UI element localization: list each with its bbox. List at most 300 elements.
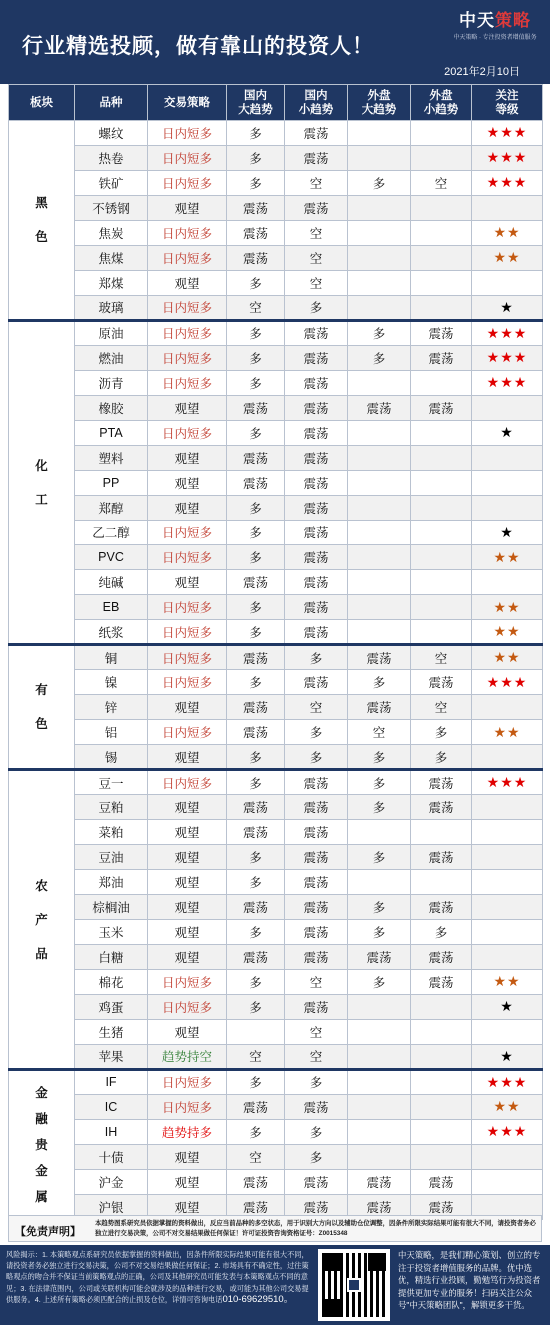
table-header-row bbox=[9, 85, 543, 121]
table-row bbox=[9, 645, 543, 670]
product-name: 沥青 bbox=[75, 370, 148, 395]
overseas-minor-trend bbox=[411, 1044, 472, 1069]
overseas-major-trend bbox=[348, 370, 411, 395]
strategy: 观望 bbox=[148, 445, 227, 470]
product-name: 豆一 bbox=[75, 770, 148, 795]
table-row bbox=[9, 695, 543, 720]
column-header: 板块 bbox=[9, 85, 75, 121]
domestic-major-trend: 震荡 bbox=[227, 795, 285, 820]
product-name: 镍 bbox=[75, 670, 148, 695]
overseas-minor-trend: 震荡 bbox=[411, 770, 472, 795]
domestic-major-trend: 空 bbox=[227, 1044, 285, 1069]
domestic-minor-trend: 震荡 bbox=[285, 994, 348, 1019]
focus-rating bbox=[472, 770, 543, 795]
overseas-minor-trend bbox=[411, 270, 472, 295]
focus-rating bbox=[472, 1144, 543, 1169]
focus-rating bbox=[472, 495, 543, 520]
brand-logo bbox=[445, 6, 545, 40]
strategy: 日内短多 bbox=[148, 170, 227, 195]
overseas-major-trend: 震荡 bbox=[348, 944, 411, 969]
rating-stars: ★★ bbox=[493, 723, 521, 740]
domestic-major-trend: 多 bbox=[227, 1119, 285, 1144]
product-name: 锌 bbox=[75, 695, 148, 720]
sector-cell: 有色 bbox=[9, 645, 75, 770]
strategy: 观望 bbox=[148, 1019, 227, 1044]
domestic-major-trend: 震荡 bbox=[227, 695, 285, 720]
domestic-minor-trend: 震荡 bbox=[285, 570, 348, 595]
product-name: 棕榈油 bbox=[75, 895, 148, 920]
overseas-minor-trend: 震荡 bbox=[411, 845, 472, 870]
domestic-major-trend: 空 bbox=[227, 295, 285, 320]
product-name: 十债 bbox=[75, 1144, 148, 1169]
table-row bbox=[9, 870, 543, 895]
domestic-minor-trend: 多 bbox=[285, 720, 348, 745]
domestic-major-trend: 多 bbox=[227, 545, 285, 570]
strategy: 日内短多 bbox=[148, 121, 227, 146]
sector-cell: 金融贵金属 bbox=[9, 1069, 75, 1219]
sector-cell: 农产品 bbox=[9, 770, 75, 1070]
overseas-major-trend bbox=[348, 570, 411, 595]
column-header: 国内 小趋势 bbox=[285, 85, 348, 121]
overseas-minor-trend: 多 bbox=[411, 720, 472, 745]
focus-rating bbox=[472, 1094, 543, 1119]
table-row bbox=[9, 770, 543, 795]
rating-stars: ★★★ bbox=[486, 174, 528, 191]
domestic-major-trend: 震荡 bbox=[227, 220, 285, 245]
domestic-major-trend: 多 bbox=[227, 121, 285, 146]
disclaimer-label: 【免责声明】 bbox=[15, 1226, 81, 1238]
domestic-minor-trend: 震荡 bbox=[285, 520, 348, 545]
overseas-minor-trend bbox=[411, 370, 472, 395]
overseas-major-trend bbox=[348, 195, 411, 220]
overseas-major-trend bbox=[348, 620, 411, 645]
table-row bbox=[9, 470, 543, 495]
domestic-minor-trend: 震荡 bbox=[285, 1169, 348, 1194]
overseas-minor-trend bbox=[411, 820, 472, 845]
rating-stars: ★★★ bbox=[486, 1123, 528, 1140]
strategy: 日内短多 bbox=[148, 720, 227, 745]
domestic-major-trend: 多 bbox=[227, 270, 285, 295]
focus-rating bbox=[472, 445, 543, 470]
product-name: 橡胶 bbox=[75, 395, 148, 420]
overseas-minor-trend bbox=[411, 445, 472, 470]
overseas-minor-trend bbox=[411, 121, 472, 146]
domestic-major-trend: 多 bbox=[227, 495, 285, 520]
table-row bbox=[9, 145, 543, 170]
strategy: 观望 bbox=[148, 895, 227, 920]
domestic-major-trend: 震荡 bbox=[227, 720, 285, 745]
strategy: 观望 bbox=[148, 795, 227, 820]
domestic-major-trend: 震荡 bbox=[227, 245, 285, 270]
domestic-minor-trend: 震荡 bbox=[285, 545, 348, 570]
focus-rating bbox=[472, 620, 543, 645]
overseas-major-trend bbox=[348, 270, 411, 295]
strategy: 日内短多 bbox=[148, 545, 227, 570]
table-row bbox=[9, 1144, 543, 1169]
overseas-major-trend bbox=[348, 470, 411, 495]
rating-stars: ★★ bbox=[493, 649, 521, 666]
product-name: PVC bbox=[75, 545, 148, 570]
domestic-major-trend: 震荡 bbox=[227, 895, 285, 920]
table-row bbox=[9, 795, 543, 820]
focus-rating bbox=[472, 420, 543, 445]
domestic-minor-trend: 震荡 bbox=[285, 595, 348, 620]
domestic-minor-trend: 震荡 bbox=[285, 620, 348, 645]
focus-rating bbox=[472, 121, 543, 146]
strategy: 观望 bbox=[148, 695, 227, 720]
strategy: 趋势持多 bbox=[148, 1119, 227, 1144]
domestic-major-trend bbox=[227, 1019, 285, 1044]
product-name: 锡 bbox=[75, 745, 148, 770]
column-header: 交易策略 bbox=[148, 85, 227, 121]
logo-subtitle: 中天策略 · 专注投资者增值服务 bbox=[453, 35, 537, 41]
overseas-major-trend bbox=[348, 295, 411, 320]
strategy: 观望 bbox=[148, 195, 227, 220]
domestic-minor-trend: 震荡 bbox=[285, 1194, 348, 1219]
strategy: 观望 bbox=[148, 820, 227, 845]
strategy: 日内短多 bbox=[148, 1094, 227, 1119]
product-name: 纸浆 bbox=[75, 620, 148, 645]
domestic-minor-trend: 震荡 bbox=[285, 195, 348, 220]
strategy: 日内短多 bbox=[148, 245, 227, 270]
overseas-major-trend: 震荡 bbox=[348, 695, 411, 720]
overseas-major-trend bbox=[348, 545, 411, 570]
domestic-minor-trend: 空 bbox=[285, 695, 348, 720]
focus-rating bbox=[472, 1044, 543, 1069]
overseas-minor-trend: 震荡 bbox=[411, 895, 472, 920]
overseas-major-trend: 多 bbox=[348, 895, 411, 920]
overseas-major-trend bbox=[348, 1144, 411, 1169]
strategy: 日内短多 bbox=[148, 1069, 227, 1094]
risk-notice bbox=[6, 1249, 311, 1305]
report-date: 2021年2月10日 bbox=[444, 66, 520, 78]
domestic-major-trend: 多 bbox=[227, 745, 285, 770]
domestic-major-trend: 多 bbox=[227, 620, 285, 645]
focus-rating bbox=[472, 345, 543, 370]
overseas-major-trend bbox=[348, 121, 411, 146]
focus-rating bbox=[472, 295, 543, 320]
product-name: 塑料 bbox=[75, 445, 148, 470]
table-row bbox=[9, 1019, 543, 1044]
rating-stars: ★★ bbox=[493, 598, 521, 615]
focus-rating bbox=[472, 870, 543, 895]
domestic-minor-trend: 震荡 bbox=[285, 470, 348, 495]
overseas-minor-trend: 空 bbox=[411, 645, 472, 670]
focus-rating bbox=[472, 845, 543, 870]
focus-rating bbox=[472, 994, 543, 1019]
product-name: 螺纹 bbox=[75, 121, 148, 146]
domestic-major-trend: 震荡 bbox=[227, 395, 285, 420]
strategy: 日内短多 bbox=[148, 620, 227, 645]
product-name: 生猪 bbox=[75, 1019, 148, 1044]
overseas-minor-trend: 震荡 bbox=[411, 944, 472, 969]
product-name: 焦煤 bbox=[75, 245, 148, 270]
rating-stars: ★ bbox=[500, 998, 514, 1015]
contact-phone: 010-69629510。 bbox=[222, 1293, 294, 1305]
strategy-table bbox=[8, 84, 543, 1220]
header-banner bbox=[0, 0, 550, 84]
domestic-major-trend: 多 bbox=[227, 145, 285, 170]
strategy: 观望 bbox=[148, 845, 227, 870]
overseas-major-trend: 多 bbox=[348, 345, 411, 370]
strategy: 日内短多 bbox=[148, 520, 227, 545]
domestic-major-trend: 多 bbox=[227, 670, 285, 695]
domestic-minor-trend: 多 bbox=[285, 1119, 348, 1144]
overseas-minor-trend bbox=[411, 220, 472, 245]
strategy: 观望 bbox=[148, 745, 227, 770]
domestic-minor-trend: 空 bbox=[285, 270, 348, 295]
strategy: 观望 bbox=[148, 395, 227, 420]
domestic-minor-trend: 震荡 bbox=[285, 121, 348, 146]
domestic-major-trend: 多 bbox=[227, 969, 285, 994]
product-name: 不锈钢 bbox=[75, 195, 148, 220]
strategy: 日内短多 bbox=[148, 770, 227, 795]
focus-rating bbox=[472, 1119, 543, 1144]
overseas-major-trend bbox=[348, 420, 411, 445]
table-row bbox=[9, 195, 543, 220]
table-row bbox=[9, 395, 543, 420]
table-row bbox=[9, 520, 543, 545]
rating-stars: ★★★ bbox=[486, 149, 528, 166]
rating-stars: ★★ bbox=[493, 973, 521, 990]
domestic-major-trend: 震荡 bbox=[227, 1094, 285, 1119]
domestic-minor-trend: 震荡 bbox=[285, 495, 348, 520]
table-row bbox=[9, 994, 543, 1019]
table-row bbox=[9, 820, 543, 845]
risk-text: 风险揭示：1. 本策略观点系研究员依据掌握的资料做出，因条件所限实际结果可能有很大不同，请投资者务必独立进行交易决策，公司不对交易结果做任何保证；2. 市场具有不确定性，过往策略观点的吻合并不保证当前策略观点的正确，公司及其他研究员可能发表与本策略观点不同的意见；3. 在法律范围内，公司或关联机构可能会就涉及的品种进行交易，或可能为其他公司交易提供服务。4. 上述所有策略必须匹配合的止损及仓位，详情可咨询电话 bbox=[6, 1250, 309, 1304]
product-name: 铁矿 bbox=[75, 170, 148, 195]
product-name: 乙二醇 bbox=[75, 520, 148, 545]
overseas-major-trend bbox=[348, 1119, 411, 1144]
focus-rating bbox=[472, 895, 543, 920]
domestic-major-trend: 多 bbox=[227, 170, 285, 195]
product-name: EB bbox=[75, 595, 148, 620]
domestic-minor-trend: 震荡 bbox=[285, 145, 348, 170]
table-row bbox=[9, 920, 543, 945]
overseas-minor-trend bbox=[411, 595, 472, 620]
product-name: 苹果 bbox=[75, 1044, 148, 1069]
overseas-minor-trend bbox=[411, 1069, 472, 1094]
overseas-major-trend: 震荡 bbox=[348, 1169, 411, 1194]
table-row bbox=[9, 570, 543, 595]
focus-rating bbox=[472, 470, 543, 495]
logo-text: 中天策略 bbox=[459, 11, 531, 30]
page-title: 行业精选投顾，做有靠山的投资人！ bbox=[22, 35, 374, 58]
table-row bbox=[9, 495, 543, 520]
strategy: 日内短多 bbox=[148, 145, 227, 170]
product-name: 棉花 bbox=[75, 969, 148, 994]
rating-stars: ★ bbox=[500, 1047, 514, 1064]
domestic-minor-trend: 震荡 bbox=[285, 370, 348, 395]
focus-rating bbox=[472, 1169, 543, 1194]
overseas-major-trend bbox=[348, 870, 411, 895]
product-name: 菜粕 bbox=[75, 820, 148, 845]
domestic-minor-trend: 震荡 bbox=[285, 845, 348, 870]
overseas-major-trend: 多 bbox=[348, 170, 411, 195]
focus-rating bbox=[472, 395, 543, 420]
overseas-minor-trend: 震荡 bbox=[411, 795, 472, 820]
overseas-minor-trend bbox=[411, 545, 472, 570]
rating-stars: ★★★ bbox=[486, 673, 528, 690]
overseas-major-trend bbox=[348, 1094, 411, 1119]
overseas-minor-trend bbox=[411, 295, 472, 320]
strategy: 日内短多 bbox=[148, 969, 227, 994]
overseas-minor-trend: 震荡 bbox=[411, 969, 472, 994]
product-name: 热卷 bbox=[75, 145, 148, 170]
product-name: IF bbox=[75, 1069, 148, 1094]
sector-cell: 化工 bbox=[9, 320, 75, 645]
overseas-major-trend: 多 bbox=[348, 845, 411, 870]
focus-rating bbox=[472, 695, 543, 720]
domestic-minor-trend: 震荡 bbox=[285, 795, 348, 820]
rating-stars: ★★ bbox=[493, 249, 521, 266]
domestic-major-trend: 震荡 bbox=[227, 570, 285, 595]
overseas-minor-trend: 空 bbox=[411, 695, 472, 720]
focus-rating bbox=[472, 145, 543, 170]
table-row bbox=[9, 445, 543, 470]
focus-rating bbox=[472, 820, 543, 845]
column-header: 外盘 小趋势 bbox=[411, 85, 472, 121]
product-name: 玉米 bbox=[75, 920, 148, 945]
overseas-minor-trend bbox=[411, 245, 472, 270]
overseas-major-trend bbox=[348, 1019, 411, 1044]
overseas-minor-trend: 震荡 bbox=[411, 345, 472, 370]
overseas-major-trend: 震荡 bbox=[348, 1194, 411, 1219]
product-name: IH bbox=[75, 1119, 148, 1144]
focus-rating bbox=[472, 545, 543, 570]
domestic-minor-trend: 空 bbox=[285, 1019, 348, 1044]
overseas-major-trend bbox=[348, 1044, 411, 1069]
domestic-major-trend: 震荡 bbox=[227, 1169, 285, 1194]
domestic-major-trend: 多 bbox=[227, 1069, 285, 1094]
product-name: IC bbox=[75, 1094, 148, 1119]
focus-rating bbox=[472, 320, 543, 345]
strategy: 日内短多 bbox=[148, 595, 227, 620]
product-name: PP bbox=[75, 470, 148, 495]
focus-rating bbox=[472, 195, 543, 220]
focus-rating bbox=[472, 595, 543, 620]
rating-stars: ★★★ bbox=[486, 324, 528, 341]
overseas-minor-trend: 震荡 bbox=[411, 320, 472, 345]
domestic-minor-trend: 多 bbox=[285, 745, 348, 770]
qr-code-image bbox=[318, 1249, 390, 1321]
product-name: 郑煤 bbox=[75, 270, 148, 295]
domestic-minor-trend: 震荡 bbox=[285, 420, 348, 445]
strategy: 日内短多 bbox=[148, 320, 227, 345]
overseas-minor-trend bbox=[411, 1094, 472, 1119]
focus-rating bbox=[472, 645, 543, 670]
qr-logo-badge bbox=[347, 1278, 361, 1292]
overseas-minor-trend: 震荡 bbox=[411, 670, 472, 695]
rating-stars: ★★★ bbox=[486, 774, 528, 791]
strategy: 观望 bbox=[148, 470, 227, 495]
product-name: 白糖 bbox=[75, 944, 148, 969]
product-name: 铜 bbox=[75, 645, 148, 670]
table-row bbox=[9, 720, 543, 745]
strategy: 趋势持空 bbox=[148, 1044, 227, 1069]
table-row bbox=[9, 545, 543, 570]
table-row bbox=[9, 969, 543, 994]
product-name: 焦炭 bbox=[75, 220, 148, 245]
focus-rating bbox=[472, 220, 543, 245]
focus-rating bbox=[472, 920, 543, 945]
overseas-minor-trend bbox=[411, 195, 472, 220]
overseas-minor-trend bbox=[411, 520, 472, 545]
domestic-major-trend: 空 bbox=[227, 1144, 285, 1169]
product-name: 豆粕 bbox=[75, 795, 148, 820]
overseas-minor-trend bbox=[411, 1144, 472, 1169]
table-row bbox=[9, 944, 543, 969]
overseas-major-trend bbox=[348, 220, 411, 245]
focus-rating bbox=[472, 245, 543, 270]
domestic-minor-trend: 震荡 bbox=[285, 944, 348, 969]
domestic-major-trend: 多 bbox=[227, 920, 285, 945]
disclaimer-box bbox=[8, 1215, 542, 1242]
overseas-major-trend bbox=[348, 245, 411, 270]
strategy: 观望 bbox=[148, 870, 227, 895]
product-name: 纯碱 bbox=[75, 570, 148, 595]
domestic-minor-trend: 空 bbox=[285, 245, 348, 270]
strategy: 观望 bbox=[148, 270, 227, 295]
domestic-minor-trend: 震荡 bbox=[285, 320, 348, 345]
overseas-major-trend bbox=[348, 495, 411, 520]
strategy: 观望 bbox=[148, 1144, 227, 1169]
rating-stars: ★ bbox=[500, 298, 514, 315]
product-name: 燃油 bbox=[75, 345, 148, 370]
domestic-major-trend: 震荡 bbox=[227, 944, 285, 969]
rating-stars: ★★★ bbox=[486, 374, 528, 391]
focus-rating bbox=[472, 745, 543, 770]
product-name: 鸡蛋 bbox=[75, 994, 148, 1019]
overseas-major-trend: 震荡 bbox=[348, 395, 411, 420]
overseas-major-trend: 多 bbox=[348, 920, 411, 945]
table-row bbox=[9, 1094, 543, 1119]
overseas-minor-trend: 多 bbox=[411, 920, 472, 945]
column-header: 国内 大趋势 bbox=[227, 85, 285, 121]
table-row bbox=[9, 670, 543, 695]
focus-rating bbox=[472, 969, 543, 994]
table-row bbox=[9, 121, 543, 146]
overseas-major-trend bbox=[348, 820, 411, 845]
overseas-minor-trend bbox=[411, 145, 472, 170]
domestic-major-trend: 震荡 bbox=[227, 195, 285, 220]
domestic-minor-trend: 多 bbox=[285, 295, 348, 320]
domestic-minor-trend: 震荡 bbox=[285, 770, 348, 795]
strategy: 日内短多 bbox=[148, 994, 227, 1019]
domestic-major-trend: 多 bbox=[227, 320, 285, 345]
table-row bbox=[9, 1044, 543, 1069]
column-header: 品种 bbox=[75, 85, 148, 121]
domestic-major-trend: 多 bbox=[227, 595, 285, 620]
overseas-minor-trend: 震荡 bbox=[411, 1194, 472, 1219]
overseas-major-trend: 多 bbox=[348, 670, 411, 695]
domestic-major-trend: 震荡 bbox=[227, 645, 285, 670]
table-row bbox=[9, 1169, 543, 1194]
table-row bbox=[9, 845, 543, 870]
focus-rating bbox=[472, 1069, 543, 1094]
table-row bbox=[9, 220, 543, 245]
domestic-minor-trend: 震荡 bbox=[285, 445, 348, 470]
product-name: 沪银 bbox=[75, 1194, 148, 1219]
strategy: 日内短多 bbox=[148, 345, 227, 370]
domestic-minor-trend: 震荡 bbox=[285, 870, 348, 895]
overseas-major-trend: 多 bbox=[348, 770, 411, 795]
domestic-minor-trend: 震荡 bbox=[285, 820, 348, 845]
domestic-minor-trend: 空 bbox=[285, 170, 348, 195]
domestic-major-trend: 多 bbox=[227, 870, 285, 895]
table-row bbox=[9, 320, 543, 345]
overseas-minor-trend bbox=[411, 570, 472, 595]
